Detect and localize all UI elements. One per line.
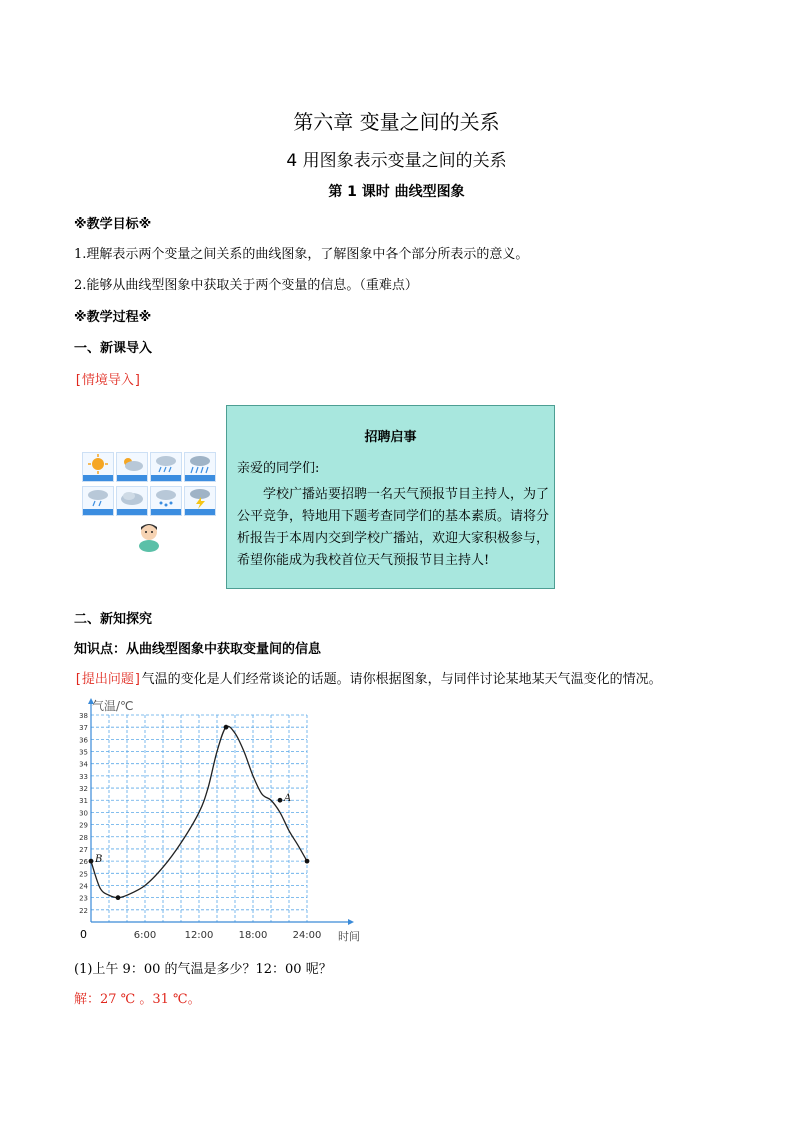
x-axis-label: 时间: [338, 930, 360, 943]
snow-icon: [150, 486, 182, 516]
y-tick-label: 29: [79, 821, 88, 830]
question-text: 气温的变化是人们经常谈论的话题。请你根据图象，与同伴讨论某地某天气温变化的情况。: [141, 672, 662, 687]
x-tick-label: 18:00: [238, 930, 268, 941]
sun-icon: [82, 452, 114, 482]
question-tag: [提出问题]: [74, 672, 142, 687]
answer-1: 解：27 ℃ 。31 ℃。: [74, 992, 201, 1007]
y-tick-label: 24: [79, 882, 88, 891]
question-paragraph: [74, 668, 662, 687]
data-point: [89, 859, 94, 864]
y-tick-label: 33: [79, 772, 88, 781]
data-point: [116, 895, 121, 900]
scene-tag: [情境导入]: [74, 373, 142, 388]
point-label: A: [284, 793, 292, 805]
goals-heading: ※教学目标※: [74, 217, 152, 232]
boy-avatar: [135, 518, 163, 552]
notice-greeting: 亲爱的同学们:: [237, 461, 320, 476]
x-tick-label: 24:00: [292, 930, 322, 941]
y-tick-label: 25: [79, 870, 88, 879]
notice-title: 招聘启事: [364, 430, 417, 445]
x-axis-arrow: [348, 919, 354, 925]
section-title: 4 用图象表示变量之间的关系: [286, 151, 507, 171]
knowledge-point: 知识点：从曲线型图象中获取变量间的信息: [74, 642, 322, 657]
y-tick-label: 27: [79, 845, 88, 854]
x-tick-label: 6:00: [133, 930, 157, 941]
process-heading: ※教学过程※: [74, 310, 152, 325]
goal-item-1: 1.理解表示两个变量之间关系的曲线图象，了解图象中各个部分所表示的意义。: [74, 247, 529, 262]
heavy-rain-icon: [184, 452, 216, 482]
data-point: [305, 859, 310, 864]
lesson-title: 第 1 课时 曲线型图象: [328, 184, 465, 200]
question-1: (1)上午 9：00 的气温是多少？12：00 呢？: [74, 962, 332, 977]
y-tick-label: 30: [79, 809, 88, 818]
y-tick-label: 32: [79, 785, 88, 794]
part1-heading: 一、新课导入: [74, 341, 153, 356]
overcast-icon: [116, 486, 148, 516]
goal-item-2: 2.能够从曲线型图象中获取关于两个变量的信息。（重难点）: [74, 278, 418, 293]
x-tick-labels: [134, 930, 322, 941]
part2-heading: 二、新知探究: [74, 612, 153, 627]
point-label: B: [95, 854, 103, 866]
y-tick-label: 34: [79, 760, 88, 769]
y-tick-labels: [79, 712, 88, 915]
weather-illustration: [80, 452, 215, 552]
chart-axes: [88, 698, 354, 925]
y-tick-label: 26: [79, 858, 88, 867]
notice-body: 学校广播站要招聘一名天气预报节目主持人，为了公平竞争，特地用下题考查同学们的基本素质。请将分析报告于本周内交到学校广播站，欢迎大家积极参与，希望你能成为我校首位天气预报节目主持人!: [237, 487, 550, 568]
thunderstorm-icon: [184, 486, 216, 516]
rain-icon: [150, 452, 182, 482]
cloudy-icon: [116, 452, 148, 482]
y-tick-label: 36: [79, 736, 88, 745]
y-tick-label: 37: [79, 724, 88, 733]
chart-grid: [91, 715, 307, 922]
y-axis-label: 气温/℃: [92, 699, 134, 713]
y-tick-label: 35: [79, 748, 88, 757]
x-tick-label: 12:00: [184, 930, 214, 941]
showers-icon: [82, 486, 114, 516]
chapter-title: 第六章 变量之间的关系: [293, 110, 500, 134]
y-tick-label: 23: [79, 894, 88, 903]
data-point: [278, 798, 283, 803]
y-tick-label: 22: [79, 906, 88, 915]
temperature-chart: [70, 696, 370, 948]
recruitment-notice: [226, 405, 555, 589]
y-tick-label: 31: [79, 797, 88, 806]
data-point: [224, 725, 229, 730]
y-tick-label: 28: [79, 833, 88, 842]
origin-label: 0: [80, 928, 87, 941]
y-tick-label: 38: [79, 712, 88, 720]
